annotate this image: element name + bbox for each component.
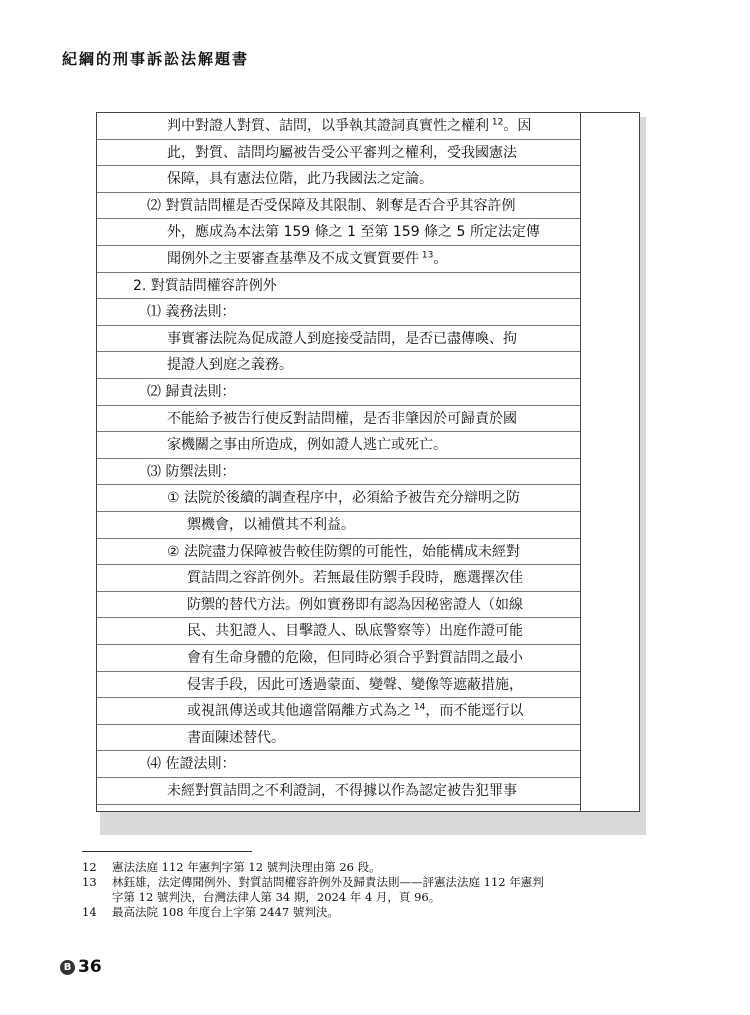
row-text-main: 不能給予被告行使反對詰問權，是否非肇因於可歸責於國 (167, 410, 517, 427)
text-row (97, 459, 580, 486)
row-text-main: 外，應成為本法第 159 條之 1 至第 159 條之 5 所定法定傳 (167, 224, 540, 241)
text-row (97, 645, 580, 672)
content-box (96, 112, 640, 812)
row-text (187, 565, 523, 592)
row-text-main: ① 法院於後續的調查程序中，必須給予被告充分辯明之防 (167, 490, 520, 507)
footnote-line (82, 905, 339, 920)
row-text-after: ，而不能逕行以 (425, 703, 524, 720)
row-text (187, 618, 523, 645)
row-text-main: 書面陳述替代。 (187, 729, 285, 746)
row-text-main: 提證人到庭之義務。 (167, 357, 293, 374)
row-text (147, 751, 235, 778)
text-row (97, 512, 580, 539)
row-text-after: 。 (433, 251, 448, 267)
footnote-number: 14 (82, 905, 97, 919)
text-row (97, 193, 580, 220)
text-row (97, 166, 580, 193)
row-text (167, 246, 447, 273)
footnote-ref: 12 (489, 117, 504, 128)
text-row (97, 778, 580, 805)
row-text-main: 2. 對質詰問權容許例外 (133, 277, 277, 294)
text-row (97, 246, 580, 273)
text-row (97, 352, 580, 379)
row-text-main: ⑵ 歸責法則： (147, 384, 236, 400)
row-text-main: 禦機會，以補償其不利益。 (187, 517, 355, 533)
text-row (97, 326, 580, 353)
row-text-main: ⑵ 對質詰問權是否受保障及其限制、剝奪是否合乎其容許例 (147, 197, 516, 214)
row-text-main: 此，對質、詰問均屬被告受公平審判之權利，受我國憲法 (167, 144, 517, 161)
row-text (167, 406, 517, 433)
row-text (167, 352, 293, 379)
footnote-text: 字第 12 號判決，台灣法律人第 34 期，2024 年 4 月，頁 96。 (112, 890, 441, 904)
row-text-main: 質詰問之容許例外。若無最佳防禦手段時，應選擇次佳 (187, 570, 523, 587)
row-text (187, 592, 523, 619)
row-text (147, 299, 235, 326)
row-text (167, 485, 520, 512)
row-text (167, 219, 540, 246)
row-text-main: 防禦的替代方法。例如實務即有認為因秘密證人（如線 (187, 596, 523, 613)
text-row (97, 140, 580, 167)
text-row (97, 698, 580, 725)
running-head: 紀綱的刑事訴訟法解題書 (62, 50, 250, 68)
text-row (97, 113, 580, 140)
row-text-main: 侵害手段，因此可透過蒙面、變聲、變像等遮蔽措施， (187, 676, 523, 693)
row-text (167, 778, 517, 805)
footnote-text: 林鈺雄，法定傳聞例外、對質詰問權容許例外及歸責法則——評憲法法庭 112 年憲判 (112, 875, 544, 889)
footnote-number: 13 (82, 875, 97, 889)
text-row (97, 592, 580, 619)
footnote-ref: 14 (411, 702, 426, 713)
row-text (147, 379, 235, 406)
row-text-main: 判中對證人對質、詰問，以爭執其證詞真實性之權利 (167, 118, 489, 134)
row-text-main: 未經對質詰問之不利證詞，不得據以作為認定被告犯罪事 (167, 783, 517, 799)
footnote-text: 最高法院 108 年度台上字第 2447 號判決。 (112, 905, 339, 919)
row-text (147, 459, 235, 486)
row-text-main: 家機關之事由所造成，例如證人逃亡或死亡。 (167, 437, 447, 454)
footnote-number: 12 (82, 860, 97, 874)
row-text-main: 民、共犯證人、目擊證人、臥底警察等）出庭作證可能 (187, 623, 523, 640)
row-text-main: ② 法院盡力保障被告較佳防禦的可能性，始能構成未經對 (167, 543, 520, 560)
text-row (97, 565, 580, 592)
page-number: 36 (78, 957, 102, 977)
row-text-main: ⑷ 佐證法則： (147, 756, 236, 773)
text-row (97, 485, 580, 512)
row-text (167, 539, 520, 566)
row-text (167, 166, 433, 193)
row-text-main: 會有生命身體的危險，但同時必須合乎對質詰問之最小 (187, 650, 523, 666)
row-text (187, 698, 523, 725)
row-text (147, 193, 515, 220)
row-text (167, 113, 531, 140)
column-divider (580, 113, 581, 811)
footnote-line (82, 860, 381, 875)
row-text (187, 645, 523, 672)
text-row (97, 219, 580, 246)
text-row (97, 539, 580, 566)
footnote-line (82, 890, 440, 905)
row-text (167, 432, 447, 459)
footnote-line (82, 875, 544, 890)
row-text-main: 保障，具有憲法位階，此乃我國法之定論。 (167, 171, 433, 188)
row-text (167, 326, 517, 353)
page-badge: B (60, 960, 75, 975)
text-row (97, 273, 580, 300)
row-text-main: ⑴ 義務法則： (147, 304, 236, 321)
footnote-ref: 13 (419, 250, 434, 261)
row-text (187, 672, 523, 699)
footnote-text: 憲法法庭 112 年憲判字第 12 號判決理由第 26 段。 (112, 860, 381, 874)
row-text (187, 725, 285, 752)
row-text-after: 。因 (503, 118, 532, 134)
text-row (97, 672, 580, 699)
row-text-main: ⑶ 防禦法則： (147, 463, 236, 480)
text-row (97, 432, 580, 459)
row-text-main: 聞例外之主要審查基準及不成文實質要件 (167, 251, 419, 267)
text-row (97, 751, 580, 778)
row-text (187, 512, 355, 539)
row-text (167, 140, 517, 167)
page-number-area (60, 957, 102, 977)
text-row (97, 299, 580, 326)
footnote-rule (82, 851, 252, 852)
text-row (97, 406, 580, 433)
text-row (97, 725, 580, 752)
row-text-main: 事實審法院為促成證人到庭接受詰問，是否已盡傳喚、拘 (167, 330, 517, 347)
row-text-main: 或視訊傳送或其他適當隔離方式為之 (187, 703, 411, 720)
row-text (133, 273, 277, 300)
text-row (97, 379, 580, 406)
text-row (97, 618, 580, 645)
